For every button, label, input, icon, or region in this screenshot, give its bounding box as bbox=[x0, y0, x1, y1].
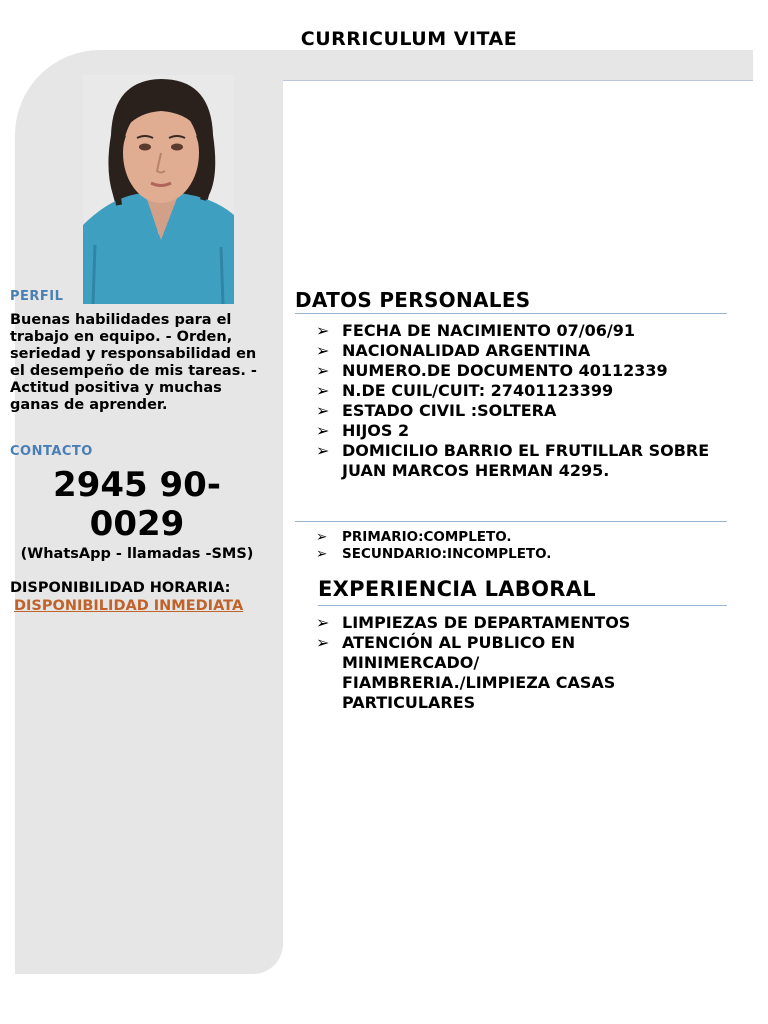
arrowhead-bullet-icon: ➢ bbox=[316, 381, 330, 400]
contact-note: (WhatsApp - llamadas -SMS) bbox=[20, 546, 254, 562]
arrowhead-bullet-icon: ➢ bbox=[316, 546, 328, 562]
arrowhead-bullet-icon: ➢ bbox=[316, 341, 330, 360]
list-item bbox=[316, 341, 736, 361]
list-item bbox=[316, 613, 736, 633]
list-item-text: N.DE CUIL/CUIT: 27401123399 bbox=[342, 381, 614, 400]
experiencia-heading: EXPERIENCIA LABORAL bbox=[318, 577, 596, 601]
header-band-line bbox=[283, 80, 753, 81]
experiencia-list bbox=[316, 613, 736, 713]
availability-value: DISPONIBILIDAD INMEDIATA bbox=[14, 598, 244, 614]
list-item bbox=[316, 321, 736, 341]
page-title: CURRICULUM VITAE bbox=[300, 28, 518, 50]
list-item-text: ESTADO CIVIL :SOLTERA bbox=[342, 401, 557, 420]
datos-personales-rule bbox=[295, 313, 727, 314]
arrowhead-bullet-icon: ➢ bbox=[316, 321, 330, 340]
list-item-text: DOMICILIO BARRIO EL FRUTILLAR SOBRE JUAN MARCOS HERMAN 4295. bbox=[342, 441, 710, 480]
list-item bbox=[316, 361, 736, 381]
list-item bbox=[316, 441, 736, 481]
arrowhead-bullet-icon: ➢ bbox=[316, 441, 330, 460]
datos-personales-heading: DATOS PERSONALES bbox=[295, 288, 531, 312]
arrowhead-bullet-icon: ➢ bbox=[316, 421, 330, 440]
availability-label: DISPONIBILIDAD HORARIA: bbox=[10, 580, 231, 596]
perfil-label: PERFIL bbox=[10, 289, 64, 304]
list-item-text: NUMERO.DE DOCUMENTO 40112339 bbox=[342, 361, 668, 380]
estudios-list bbox=[316, 529, 736, 563]
list-item-text: NACIONALIDAD ARGENTINA bbox=[342, 341, 591, 360]
list-item bbox=[316, 546, 736, 563]
arrowhead-bullet-icon: ➢ bbox=[316, 613, 330, 632]
list-item-text: SECUNDARIO:INCOMPLETO. bbox=[342, 546, 552, 562]
list-item-text: ATENCIÓN AL PUBLICO EN MINIMERCADO/ FIAMBRERIA./LIMPIEZA CASAS PARTICULARES bbox=[342, 633, 616, 712]
datos-personales-list bbox=[316, 321, 736, 481]
arrowhead-bullet-icon: ➢ bbox=[316, 361, 330, 380]
list-item-text: FECHA DE NACIMIENTO 07/06/91 bbox=[342, 321, 635, 340]
experiencia-rule bbox=[318, 605, 727, 606]
list-item-text: HIJOS 2 bbox=[342, 421, 410, 440]
header-band bbox=[200, 50, 753, 81]
arrowhead-bullet-icon: ➢ bbox=[316, 633, 330, 652]
perfil-text: Buenas habilidades para el trabajo en equipo. - Orden, seriedad y responsabilidad en el desempeño de mis tareas. - Actitud positiva y muchas ganas de aprender. bbox=[10, 312, 257, 413]
list-item bbox=[316, 633, 672, 713]
list-item bbox=[316, 381, 736, 401]
phone-number: 2945 90-0029 bbox=[53, 465, 221, 544]
list-item-text: LIMPIEZAS DE DEPARTAMENTOS bbox=[342, 613, 631, 632]
list-item-text: PRIMARIO:COMPLETO. bbox=[342, 529, 512, 545]
arrowhead-bullet-icon: ➢ bbox=[316, 401, 330, 420]
profile-photo bbox=[83, 75, 234, 304]
contacto-label: CONTACTO bbox=[10, 444, 93, 459]
list-item bbox=[316, 421, 736, 441]
estudios-rule bbox=[295, 521, 727, 522]
list-item bbox=[316, 529, 736, 546]
list-item bbox=[316, 401, 736, 421]
arrowhead-bullet-icon: ➢ bbox=[316, 529, 328, 545]
